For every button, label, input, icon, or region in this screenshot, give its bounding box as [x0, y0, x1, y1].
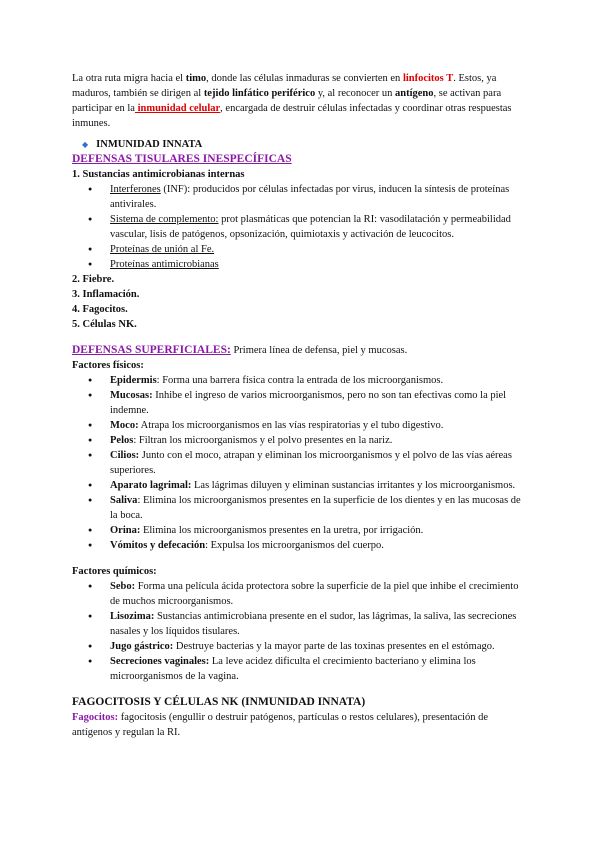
bullet-term: Cilios:	[110, 450, 140, 461]
bullet-text: La leve acidez dificulta el crecimiento bacteriano y elimina los microorganismos de la vagina.	[110, 656, 476, 682]
bullet-text: Forma una película ácida protectora sobre la superficie de la piel que inhibe el crecimiento de muchos microorganismos.	[110, 581, 519, 607]
list-item-number: 2. Fiebre.	[72, 274, 115, 285]
bullet-term: Lisozima:	[110, 611, 155, 622]
bullet-text: Las lágrimas diluyen y eliminan sustancias irritantes y los microorganismos.	[191, 480, 516, 491]
intro-text: , se activan para participar en la	[72, 88, 502, 114]
fisicos-title-text: Factores físicos:	[72, 360, 144, 371]
antigeno-term: antígeno	[394, 88, 434, 99]
superficiales-subtitle: Primera línea de defensa, piel y mucosas.	[230, 345, 408, 356]
innata-heading	[72, 137, 526, 152]
list-item	[72, 388, 526, 418]
list-item	[72, 639, 526, 654]
bullet-text: Sustancias antimicrobiana presente en el sudor, las lágrimas, la saliva, las secreciones nasales y los líquidos tisulares.	[110, 611, 517, 637]
timo-term: timo	[185, 73, 207, 84]
list-item-number: 3. Inflamación.	[72, 289, 140, 300]
intro-text: , donde las células inmaduras se convierten en	[206, 73, 403, 84]
bullet-term: Saliva	[110, 495, 138, 506]
list-item	[72, 433, 526, 448]
superficiales-heading	[72, 343, 526, 358]
fisicos-list	[72, 373, 526, 553]
list-item	[72, 257, 526, 272]
bullet-text: : Elimina los microorganismos presentes en la superficie de los dientes y en las mucosas de la boca.	[110, 495, 521, 521]
bullet-term: Mucosas:	[110, 390, 153, 401]
fagocitos-text: fagocitosis (engullir o destruir patógenos, partículas o restos celulares), presentación de antígenos y regulan la RI.	[72, 712, 489, 738]
bullet-term: Proteínas antimicrobianas	[110, 259, 219, 270]
innata-heading-text: INMUNIDAD INNATA	[96, 139, 203, 150]
bullet-term: Interferones	[110, 184, 161, 195]
bullet-term: Sistema de complemento:	[110, 214, 219, 225]
bullet-text: (INF): producidos por células infectadas por virus, inducen la síntesis de proteínas antivirales.	[110, 184, 510, 210]
linfocitos-term: linfocitos T	[402, 73, 454, 84]
list-item	[72, 478, 526, 493]
list-item-number: 1. Sustancias antimicrobianas internas	[72, 169, 245, 180]
list-item	[72, 523, 526, 538]
sustancias-bullets	[72, 182, 526, 272]
tisulares-list-rest	[72, 272, 526, 332]
intro-text: y, al reconocer un	[315, 88, 395, 99]
quimicos-title	[72, 564, 526, 579]
list-item	[72, 242, 526, 257]
document-page	[72, 71, 526, 740]
intro-paragraph	[72, 71, 526, 131]
list-item	[72, 418, 526, 433]
fagocitos-paragraph	[72, 710, 526, 740]
fagocitosis-title: FAGOCITOSIS Y CÉLULAS NK (INMUNIDAD INNATA)	[72, 696, 366, 708]
bullet-text: : Expulsa los microorganismos del cuerpo.	[205, 540, 384, 551]
list-item	[72, 579, 526, 609]
bullet-term: Jugo gástrico:	[110, 641, 174, 652]
fagocitos-term: Fagocitos:	[72, 712, 119, 723]
intro-text: , encargada de destruir células infectadas y coordinar otras respuestas inmunes.	[72, 103, 512, 129]
list-item	[72, 654, 526, 684]
list-item	[72, 373, 526, 388]
bullet-term: Secreciones vaginales:	[110, 656, 210, 667]
tisulares-list	[72, 167, 526, 182]
list-item	[72, 493, 526, 523]
bullet-term: Epidermis	[110, 375, 157, 386]
superficiales-title: DEFENSAS SUPERFICIALES:	[72, 344, 231, 356]
list-item	[72, 538, 526, 553]
list-item	[72, 182, 526, 212]
diamond-bullet-icon: ◆	[82, 140, 89, 149]
bullet-term: Pelos	[110, 435, 134, 446]
list-item	[72, 609, 526, 639]
bullet-text: : Forma una barrera física contra la entrada de los microorganismos.	[156, 375, 444, 386]
bullet-text: Inhibe el ingreso de varios microorganismos, pero no son tan efectivas como la piel indemne.	[110, 390, 507, 416]
quimicos-title-text: Factores químicos:	[72, 566, 157, 577]
bullet-term: Moco:	[110, 420, 139, 431]
bullet-term: Vómitos y defecación	[110, 540, 206, 551]
tisulares-title: DEFENSAS TISULARES INESPECÍFICAS	[72, 153, 292, 165]
intro-text: . Estos, ya maduros, también se dirigen al	[72, 73, 497, 99]
list-item-number: 4. Fagocitos.	[72, 304, 128, 315]
fisicos-title	[72, 358, 526, 373]
bullet-term: Sebo:	[110, 581, 136, 592]
bullet-text: Destruye bacterias y la mayor parte de las toxinas presentes en el estómago.	[173, 641, 495, 652]
bullet-text: Elimina los microorganismos presentes en la uretra, por irrigación.	[140, 525, 424, 536]
bullet-text: Atrapa los microorganismos en las vías respiratorias y el tubo digestivo.	[138, 420, 444, 431]
bullet-term: Aparato lagrimal:	[110, 480, 192, 491]
intro-text: La otra ruta migra hacia el	[72, 73, 186, 84]
quimicos-list	[72, 579, 526, 684]
inmunidad-celular-term: inmunidad celular	[134, 103, 221, 114]
list-item-number: 5. Células NK.	[72, 319, 137, 330]
bullet-text: : Filtran los microorganismos y el polvo presentes en la nariz.	[133, 435, 393, 446]
bullet-text: Junto con el moco, atrapan y eliminan los microorganismos y el polvo de las vías aéreas superiores.	[110, 450, 512, 476]
list-item	[72, 448, 526, 478]
bullet-term: Orina:	[110, 525, 141, 536]
bullet-term: Proteínas de unión al Fe.	[110, 244, 215, 255]
bullet-text: prot plasmáticas que potencian la RI: vasodilatación y permeabilidad vascular, lisis de patógenos, opsonización, quimiotaxis y activación de leucocitos.	[110, 214, 511, 240]
list-item	[72, 212, 526, 242]
tejido-term: tejido linfático periférico	[203, 88, 316, 99]
